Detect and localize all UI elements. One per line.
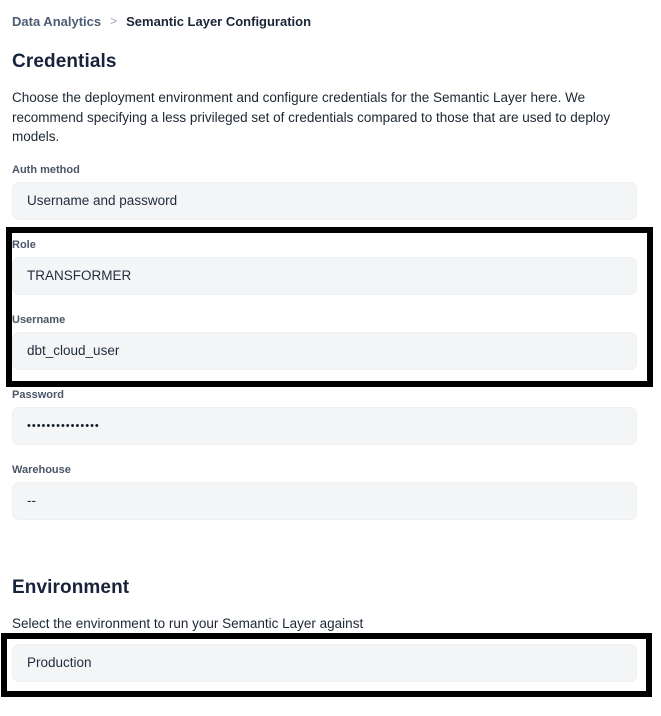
role-input[interactable]: TRANSFORMER <box>12 257 637 295</box>
environment-input[interactable]: Production <box>12 644 637 682</box>
breadcrumb-parent-link[interactable]: Data Analytics <box>12 14 102 29</box>
username-input[interactable]: dbt_cloud_user <box>12 332 637 370</box>
auth-method-field <box>12 164 637 220</box>
warehouse-field <box>12 464 637 520</box>
role-field <box>12 239 637 295</box>
breadcrumb <box>12 14 637 29</box>
password-input[interactable]: ••••••••••••••• <box>12 407 637 445</box>
auth-method-input[interactable]: Username and password <box>12 182 637 220</box>
role-label: Role <box>12 238 36 251</box>
warehouse-input[interactable]: -- <box>12 482 637 520</box>
environment-description: Select the environment to run your Semantic Layer against <box>12 615 364 631</box>
password-field <box>12 389 637 445</box>
username-field <box>12 314 637 370</box>
credentials-heading: Credentials <box>12 51 117 72</box>
username-label: Username <box>12 313 66 326</box>
password-label: Password <box>12 388 64 401</box>
credentials-description: Choose the deployment environment and configure credentials for the Semantic Layer here. We recommend specifying a less privileged set of credentials compared to those that are used to deploy models. <box>12 90 611 144</box>
auth-method-label: Auth method <box>12 163 80 176</box>
warehouse-label: Warehouse <box>12 463 71 476</box>
environment-field <box>12 644 637 682</box>
chevron-right-icon: > <box>110 13 118 28</box>
breadcrumb-current: Semantic Layer Configuration <box>126 14 312 29</box>
environment-heading: Environment <box>12 576 130 598</box>
